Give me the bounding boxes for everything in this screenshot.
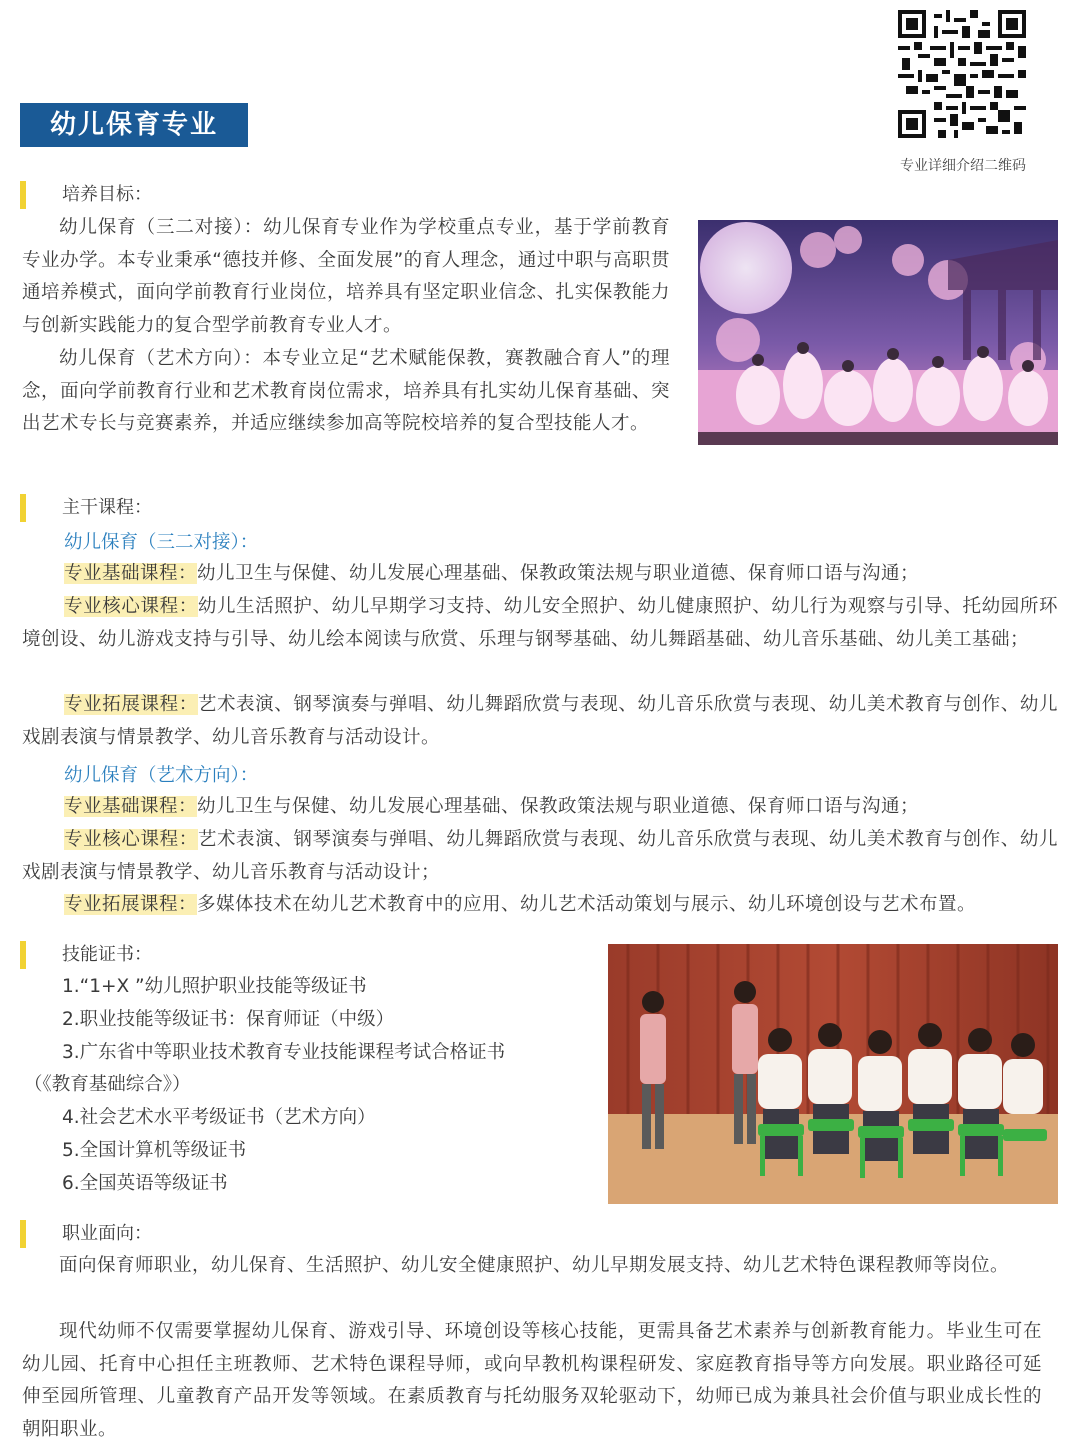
- cert-item: 4.社会艺术水平考级证书（艺术方向）: [62, 1107, 376, 1128]
- group1-extension-courses: 专业拓展课程：艺术表演、钢琴演奏与弹唱、幼儿舞蹈欣赏与表现、幼儿音乐欣赏与表现、幼儿美术教育与创作、幼儿戏剧表演与情景教学、幼儿音乐教育与活动设计。: [22, 694, 1058, 748]
- course-tag: 专业核心课程：: [64, 829, 198, 850]
- course-tag: 专业拓展课程：: [64, 894, 198, 915]
- goals-paragraph-1: 幼儿保育（三二对接）：幼儿保育专业作为学校重点专业，基于学前教育专业办学。本专业秉承“德技并修、全面发展”的育人理念，通过中职与高职贯通培养模式，面向学前教育行业岗位，培养具有坚定职业信念、扎实保教能力与创新实践能力的复合型学前教育专业人才。: [22, 217, 670, 337]
- section-marker: [20, 181, 26, 209]
- group2-extension-courses: 专业拓展课程：多媒体技术在幼儿艺术教育中的应用、幼儿艺术活动策划与展示、幼儿环境创设与艺术布置。: [64, 894, 977, 915]
- cert-item: 3.广东省中等职业技术教育专业技能课程考试合格证书: [62, 1042, 506, 1063]
- section-marker: [20, 494, 26, 522]
- dance-performance-photo: [698, 220, 1058, 445]
- cert-item: 2.职业技能等级证书：保育师证（中级）: [62, 1009, 395, 1030]
- group2-core-courses: 专业核心课程：艺术表演、钢琴演奏与弹唱、幼儿舞蹈欣赏与表现、幼儿音乐欣赏与表现、幼儿美术教育与创作、幼儿戏剧表演与情景教学、幼儿音乐教育与活动设计；: [22, 829, 1058, 883]
- section-marker: [20, 941, 26, 969]
- group2-basic-courses: 专业基础课程：幼儿卫生与保健、幼儿发展心理基础、保教政策法规与职业道德、保育师口语与沟通；: [64, 796, 920, 817]
- goals-paragraph-2: 幼儿保育（艺术方向）：本专业立足“艺术赋能保教，赛教融合育人”的理念，面向学前教育行业和艺术教育岗位需求，培养具有扎实幼儿保育基础、突出艺术专长与竞赛素养，并适应继续参加高等院校培养的复合型技能人才。: [22, 348, 670, 435]
- course-tag: 专业核心课程：: [64, 596, 198, 617]
- course-group-1-title: 幼儿保育（三二对接）：: [64, 532, 259, 553]
- course-group-2-title: 幼儿保育（艺术方向）：: [64, 765, 259, 786]
- cert-item: 5.全国计算机等级证书: [62, 1140, 247, 1161]
- page-title: 幼儿保育专业: [20, 103, 248, 147]
- career-paragraph-1: 面向保育师职业，幼儿保育、生活照护、幼儿安全健康照护、幼儿早期发展支持、幼儿艺术特色课程教师等岗位。: [59, 1255, 1010, 1276]
- career-paragraph-2: 现代幼师不仅需要掌握幼儿保育、游戏引导、环境创设等核心技能，更需具备艺术素养与创新教育能力。毕业生可在幼儿园、托育中心担任主班教师、艺术特色课程导师，或向早教机构课程研发、家庭教育指导等方向发展。职业路径可延伸至园所管理、儿童教育产品开发等领域。在素质教育与托幼服务双轮驱动下，幼师已成为兼具社会价值与职业成长性的朝阳职业。: [22, 1321, 1042, 1441]
- cert-item: （《教育基础综合》）: [24, 1074, 191, 1095]
- cert-item: 6.全国英语等级证书: [62, 1173, 228, 1194]
- course-tag: 专业基础课程：: [64, 796, 198, 817]
- classroom-activity-photo: [608, 944, 1058, 1204]
- qr-code[interactable]: [898, 10, 1026, 138]
- course-tag: 专业基础课程：: [64, 563, 198, 584]
- cert-item: 1.“1+X ”幼儿照护职业技能等级证书: [62, 976, 367, 997]
- group1-core-courses: 专业核心课程：幼儿生活照护、幼儿早期学习支持、幼儿安全照护、幼儿健康照护、幼儿行为观察与引导、托幼园所环境创设、幼儿游戏支持与引导、幼儿绘本阅读与欣赏、乐理与钢琴基础、幼儿舞蹈基础、幼儿音乐基础、幼儿美工基础；: [22, 596, 1058, 650]
- course-tag: 专业拓展课程：: [64, 694, 198, 715]
- group1-basic-courses: 专业基础课程：幼儿卫生与保健、幼儿发展心理基础、保教政策法规与职业道德、保育师口语与沟通；: [64, 563, 920, 584]
- qr-caption: 专业详细介绍二维码: [900, 158, 1026, 174]
- section-marker: [20, 1220, 26, 1248]
